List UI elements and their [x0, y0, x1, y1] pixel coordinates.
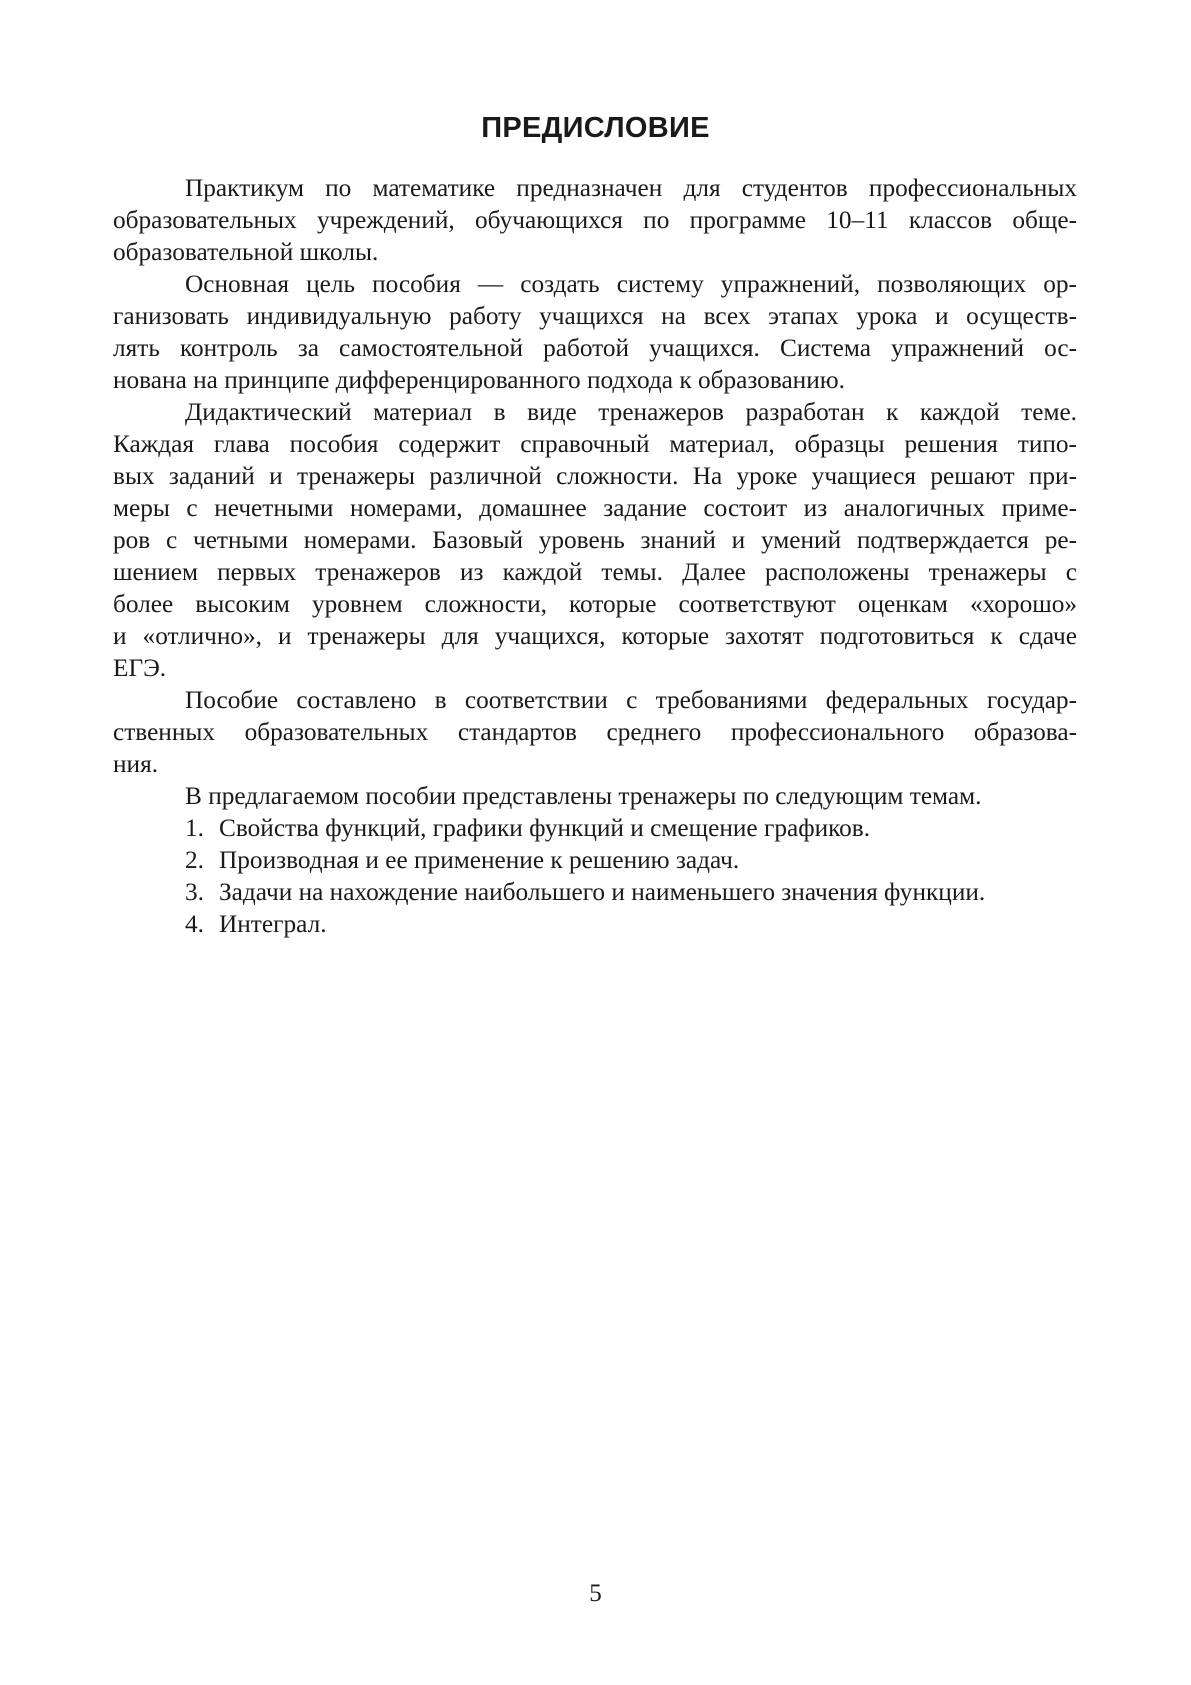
- text-line: Практикум по математике предназначен для студентов профессиональных: [185, 174, 1077, 202]
- topic-list: [113, 812, 1077, 940]
- paragraph-2: [113, 268, 1077, 396]
- text-line: ганизовать индивидуальную работу учащихся на всех этапах урока и осуществ-: [113, 302, 1077, 330]
- text-line: В предлагаемом пособии представлены тренажеры по следующим темам.: [185, 782, 982, 810]
- list-text: Задачи на нахождение наибольшего и наименьшего значения функции.: [219, 878, 986, 906]
- paragraph-3: [113, 396, 1077, 684]
- text-line: более высоким уровнем сложности, которые соответствуют оценкам «хорошо»: [113, 590, 1077, 618]
- text-line: ственных образовательных стандартов среднего профессионального образова-: [113, 718, 1077, 746]
- text-line: и «отлично», и тренажеры для учащихся, которые захотят подготовиться к сдаче: [113, 622, 1077, 650]
- page-title: ПРЕДИСЛОВИЕ: [481, 112, 710, 144]
- list-item: [113, 812, 1077, 844]
- paragraph-4: [113, 684, 1077, 780]
- preface-body: [113, 172, 1077, 940]
- paragraph-1: [113, 172, 1077, 268]
- text-line: Дидактический материал в виде тренажеров разработан к каждой теме.: [185, 398, 1077, 426]
- text-line: ЕГЭ.: [113, 654, 167, 682]
- text-line: ров с четными номерами. Базовый уровень знаний и умений подтверждается ре-: [113, 526, 1077, 554]
- text-line: Каждая глава пособия содержит справочный материал, образцы решения типо-: [113, 430, 1077, 458]
- text-line: вых заданий и тренажеры различной сложности. На уроке учащиеся решают при-: [113, 462, 1077, 490]
- text-line: ния.: [113, 750, 159, 778]
- list-number: 3.: [185, 878, 204, 906]
- text-line: меры с нечетными номерами, домашнее задание состоит из аналогичных приме-: [113, 494, 1077, 522]
- list-item: [113, 844, 1077, 876]
- text-line: шением первых тренажеров из каждой темы. Далее расположены тренажеры с: [113, 558, 1077, 586]
- text-line: Пособие составлено в соответствии с требованиями федеральных государ-: [185, 686, 1077, 714]
- text-line: лять контроль за самостоятельной работой учащихся. Система упражнений ос-: [113, 334, 1077, 362]
- paragraph-5: [113, 780, 1077, 812]
- list-number: 4.: [185, 910, 204, 938]
- list-number: 1.: [185, 814, 204, 842]
- list-item: [113, 876, 1077, 908]
- list-text: Производная и ее применение к решению задач.: [219, 846, 740, 874]
- text-line: Основная цель пособия — создать систему упражнений, позволяющих ор-: [185, 270, 1077, 298]
- text-line: нована на принципе дифференцированного подхода к образованию.: [113, 366, 845, 394]
- page-number: 5: [589, 1580, 602, 1607]
- text-line: образовательной школы.: [113, 238, 379, 266]
- list-text: Интеграл.: [219, 910, 327, 938]
- list-item: [113, 908, 1077, 940]
- list-number: 2.: [185, 846, 204, 874]
- list-text: Свойства функций, графики функций и смещение графиков.: [219, 814, 871, 842]
- text-line: образовательных учреждений, обучающихся по программе 10–11 классов обще-: [113, 206, 1077, 234]
